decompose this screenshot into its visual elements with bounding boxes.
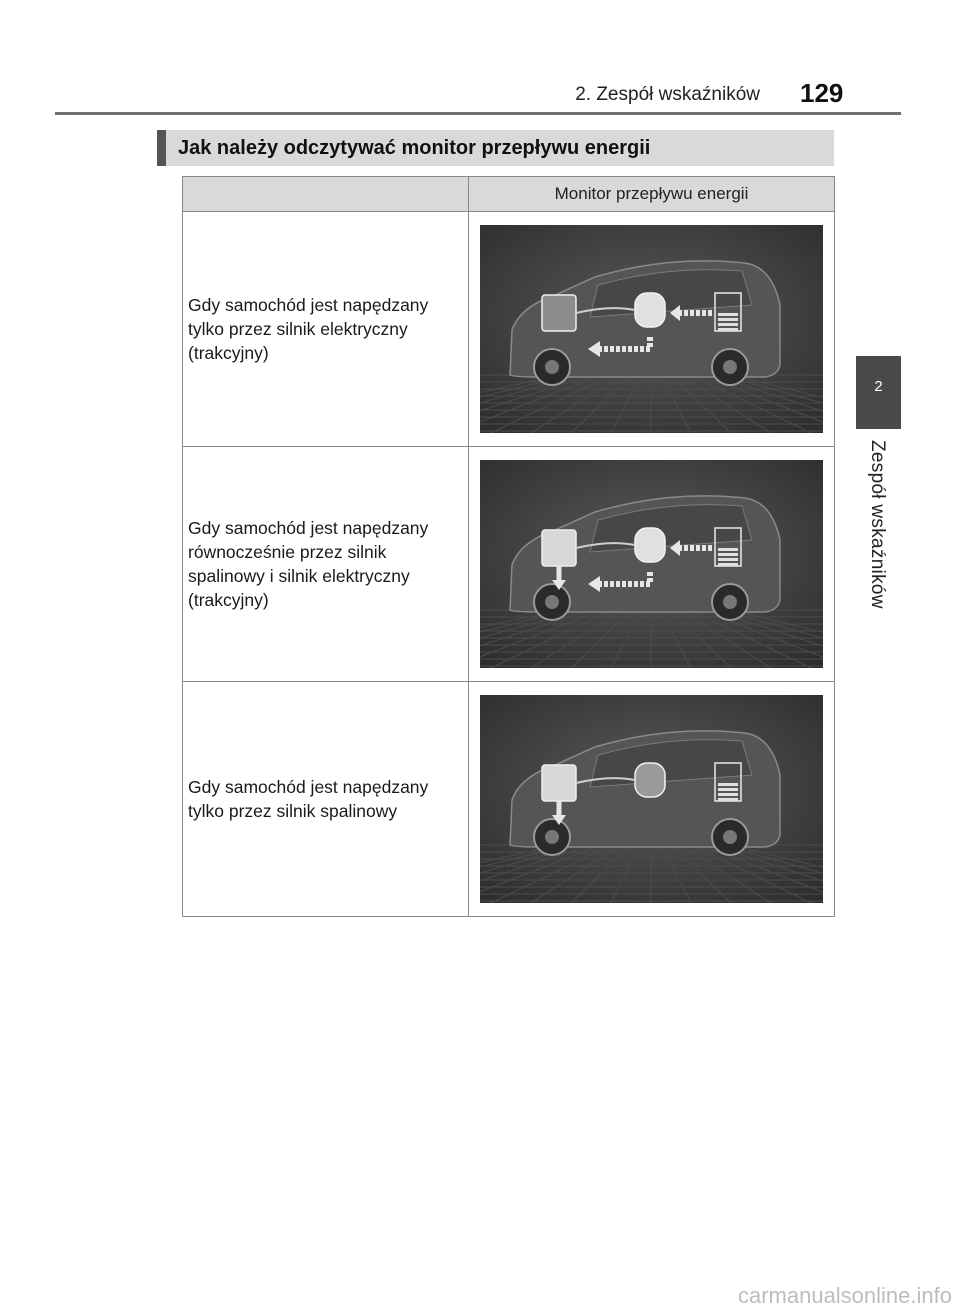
watermark: carmanualsonline.info <box>737 1283 952 1308</box>
battery-cell-icon <box>718 563 738 566</box>
energy-monitor-image <box>480 225 823 433</box>
chapter-tab-label: Zespół wskaźników <box>867 440 888 609</box>
wheel-hub-icon <box>545 595 559 609</box>
energy-monitor-image <box>480 460 823 668</box>
row-description: Gdy samochód jest napędzany tylko przez silnik elektryczny (trakcyjny) <box>183 212 469 447</box>
row-description: Gdy samochód jest napędzany równocześnie przez silnik spalinowy i silnik elektryczny (trakcyjny) <box>183 447 469 682</box>
table-header-empty <box>183 177 469 212</box>
monitor-svg <box>480 225 823 433</box>
wheel-hub-icon <box>545 360 559 374</box>
monitor-svg <box>480 695 823 903</box>
battery-cell-icon <box>718 793 738 796</box>
energy-monitor-image <box>480 695 823 903</box>
wheel-hub-icon <box>723 595 737 609</box>
battery-cell-icon <box>718 798 738 801</box>
battery-cell-icon <box>718 548 738 551</box>
engine-icon <box>542 765 576 801</box>
row-description: Gdy samochód jest napędzany tylko przez silnik spalinowy <box>183 682 469 917</box>
battery-cell-icon <box>718 318 738 321</box>
battery-cell-icon <box>718 328 738 331</box>
section-title: Jak należy odczytywać monitor przepływu energii <box>178 137 651 159</box>
page-number: 129 <box>800 78 844 108</box>
battery-cell-icon <box>718 553 738 556</box>
battery-cell-icon <box>718 313 738 316</box>
table-row <box>183 682 835 917</box>
battery-cell-icon <box>718 323 738 326</box>
table-header-monitor: Monitor przepływu energii <box>469 177 835 212</box>
monitor-svg <box>480 460 823 668</box>
running-header-section: 2. Zespół wskaźników <box>575 84 760 105</box>
chapter-tab-number: 2 <box>874 378 883 395</box>
battery-cell-icon <box>718 558 738 561</box>
engine-icon <box>542 295 576 331</box>
wheel-hub-icon <box>723 830 737 844</box>
table-header-row <box>183 177 835 212</box>
wheel-hub-icon <box>723 360 737 374</box>
section-title-bar <box>157 130 834 166</box>
wheel-hub-icon <box>545 830 559 844</box>
chapter-tab <box>856 356 901 429</box>
header-rule <box>55 112 901 115</box>
energy-monitor-table <box>182 176 835 917</box>
table-row <box>183 212 835 447</box>
motor-icon <box>635 528 665 562</box>
motor-icon <box>635 763 665 797</box>
engine-icon <box>542 530 576 566</box>
battery-cell-icon <box>718 783 738 786</box>
motor-icon <box>635 293 665 327</box>
battery-cell-icon <box>718 788 738 791</box>
table-row <box>183 447 835 682</box>
